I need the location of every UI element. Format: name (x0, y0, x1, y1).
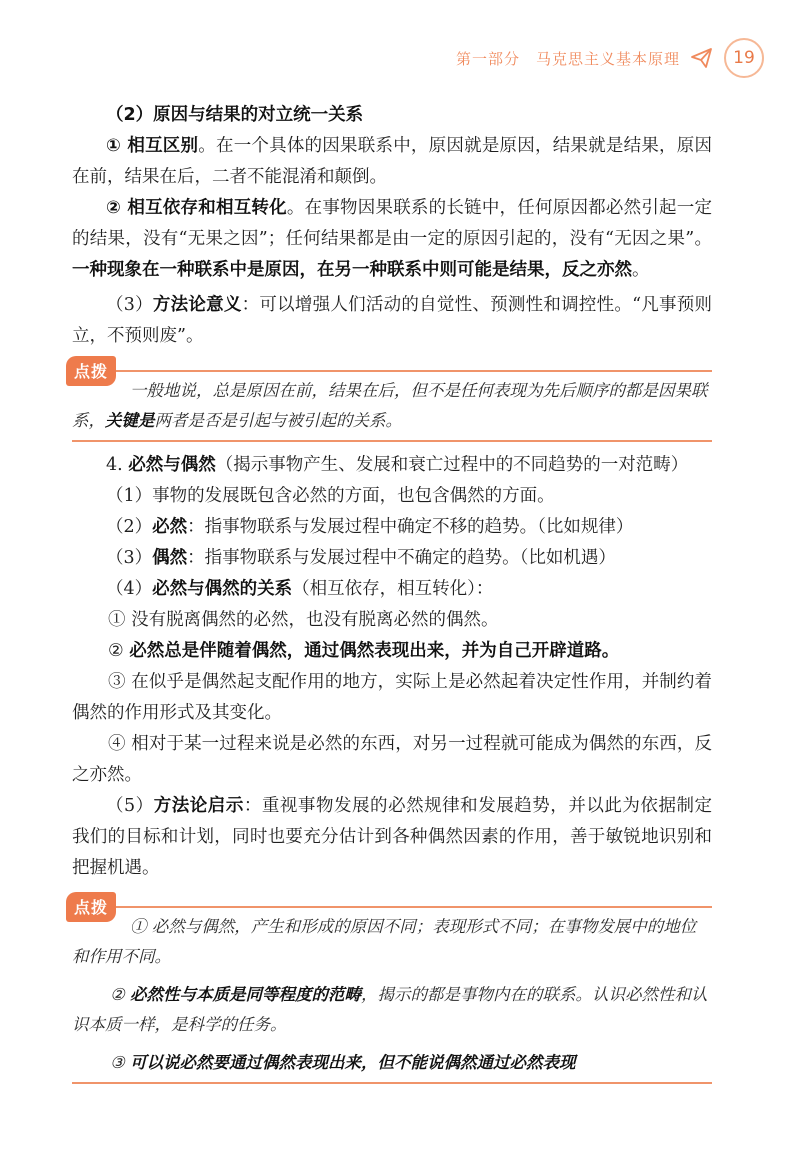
page-number: 19 (724, 38, 764, 78)
section-heading-cause-effect: （2）原因与结果的对立统一关系 (106, 105, 364, 125)
item-3-chance: （3）偶然：指事物联系与发展过程中不确定的趋势。（比如机遇） (106, 548, 616, 568)
item-5-methodology: （5）方法论启示：重视事物发展的必然规律和发展趋势，并以此为依据制定我们的目标和计划，同时也要充分估计到各种偶然因素的作用，善于敏锐地识别和把握机遇。 (72, 796, 713, 878)
relation-point-2: ② 必然总是伴随着偶然，通过偶然表现出来，并为自己开辟道路。 (108, 641, 620, 661)
tip-badge: 点拨 (66, 356, 116, 386)
section-heading-necessity-chance: 4. 必然与偶然（揭示事物产生、发展和衰亡过程中的不同趋势的一对范畴） (106, 455, 689, 475)
item-1: （1）事物的发展既包含必然的方面，也包含偶然的方面。 (106, 486, 555, 506)
item-4-relation: （4）必然与偶然的关系（相互依存，相互转化）： (106, 579, 494, 599)
tip-point-2: ② 必然性与本质是同等程度的范畴，揭示的都是事物内在的联系。认识必然性和认识本质一样，是科学的任务。 (72, 985, 708, 1034)
relation-point-3: ③ 在似乎是偶然起支配作用的地方，实际上是必然起着决定性作用，并制约着偶然的作用形式及其变化。 (72, 672, 712, 723)
paragraph-mutual-dependence: ② 相互依存和相互转化。在事物因果联系的长链中，任何原因都必然引起一定的结果，没有“无果之因”；任何结果都是由一定的原因引起的，没有“无因之果”。一种现象在一种联系中是原因，在另一种联系中则可能是结果，反之亦然。 (72, 198, 712, 280)
tip-text: 一般地说，总是原因在前，结果在后，但不是任何表现为先后顺序的都是因果联系，关键是两者是否是引起与被引起的关系。 (72, 381, 708, 430)
page-content (72, 100, 712, 1092)
paragraph-mutual-distinction: ① 相互区别。在一个具体的因果联系中，原因就是原因，结果就是结果，原因在前，结果在后，二者不能混淆和颠倒。 (72, 136, 712, 187)
item-2-necessity: （2）必然：指事物联系与发展过程中确定不移的趋势。（比如规律） (106, 517, 634, 537)
relation-point-4: ④ 相对于某一过程来说是必然的东西，对另一过程就可能成为偶然的东西，反之亦然。 (72, 734, 712, 785)
tip-box-1 (72, 362, 712, 442)
part-label: 第一部分 (455, 49, 520, 68)
relation-point-1: ① 没有脱离偶然的必然，也没有脱离必然的偶然。 (108, 610, 499, 630)
paper-plane-icon (690, 46, 714, 70)
tip-point-1: ① 必然与偶然，产生和形成的原因不同；表现形式不同；在事物发展中的地位和作用不同。 (72, 917, 697, 966)
page-header (456, 38, 764, 78)
tip-badge: 点拨 (66, 892, 116, 922)
chapter-title: 马克思主义基本原理 (535, 49, 680, 68)
paragraph-methodology-meaning: （3）方法论意义：可以增强人们活动的自觉性、预测性和调控性。“凡事预则立，不预则废”。 (72, 295, 713, 346)
tip-point-3: ③ 可以说必然要通过偶然表现出来，但不能说偶然通过必然表现 (110, 1053, 576, 1072)
tip-box-2 (72, 898, 712, 1084)
